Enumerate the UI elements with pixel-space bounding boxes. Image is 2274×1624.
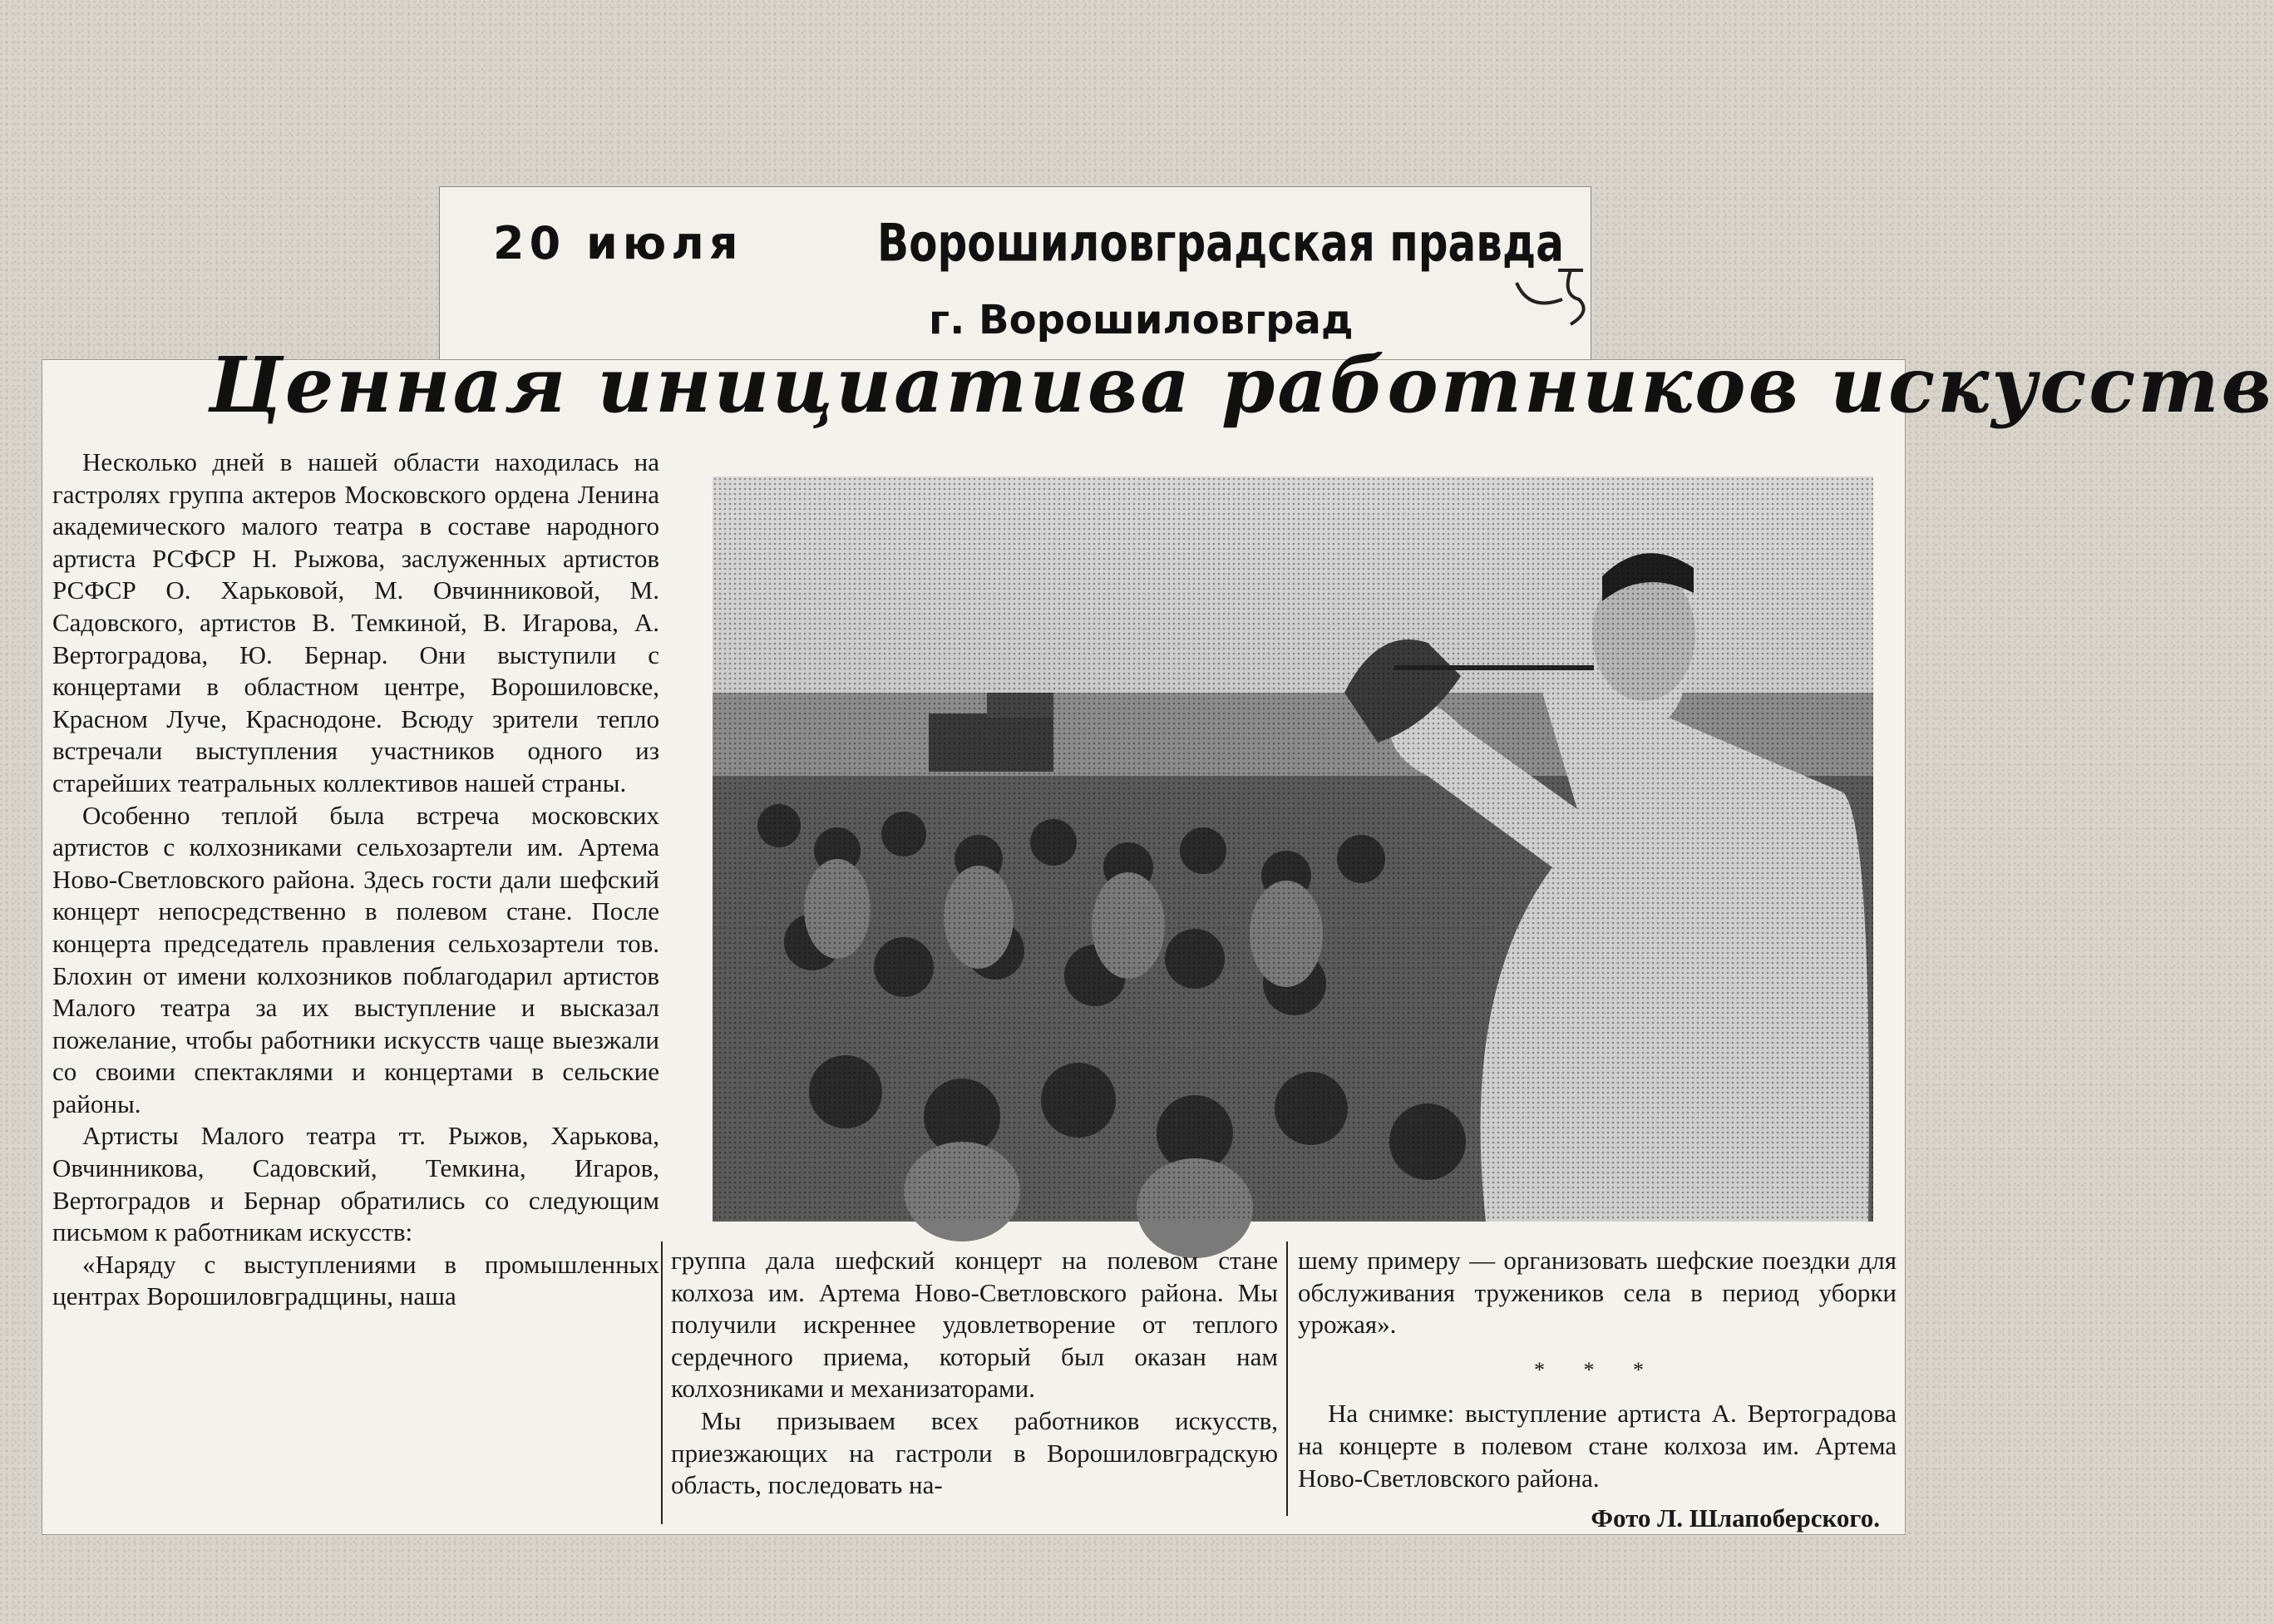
article-headline: Ценная инициатива работников искусств <box>209 340 2274 430</box>
paragraph: шему примеру — организовать шефские поездки для обслуживания тружеников села в период уборки урожая». <box>1298 1246 1897 1340</box>
paragraph: Особенно теплой была встреча московских артистов с колхозниками сельхозартели им. Артема Ново-Светловского района. Здесь гости дали шефский концерт непосредственно в полевом стане. После концерта председатель правления сельхозартели тов. Блохин от имени колхозников поблагодарил артистов Малого театра за их выступление и высказал пожелание, чтобы работники искусств чаще выезжали со своими спектаклями и концертами в сельские районы. <box>52 800 659 1118</box>
photo-credit: Фото Л. Шлапоберского. <box>1591 1503 1880 1533</box>
paragraph: группа дала шефский концерт на полевом стане колхоза им. Артема Ново-Светловского района. Мы получили искреннее удовлетворение от теплого сердечного приема, который был оказан нам колхозниками и механизаторами. <box>671 1246 1278 1404</box>
concert-photo-icon <box>713 476 1873 1222</box>
paragraph: Артисты Малого театра тт. Рыжов, Харькова, Овчинникова, Садовский, Темкина, Игаров, Вертоградов и Бернар обратились со следующим письмом к работникам искусств: <box>52 1121 659 1247</box>
photo-caption <box>1298 1398 1897 1494</box>
middle-column <box>671 1245 1278 1502</box>
section-separator: * * * <box>1534 1357 1660 1382</box>
column-rule <box>1286 1241 1288 1516</box>
paragraph: Мы призываем всех работников искусств, приезжающих на гастроли в Ворошиловградскую область, последовать на- <box>671 1405 1278 1500</box>
stamp-city: г. Ворошиловград <box>929 297 1354 343</box>
right-column <box>1298 1245 1897 1535</box>
caption-text: На снимке: выступление артиста А. Вертоградова на концерте в полевом стане колхоза им. Артема Ново-Светловского района. <box>1298 1399 1897 1493</box>
handwritten-page-mark-icon <box>1512 262 1596 328</box>
news-photo <box>713 476 1873 1222</box>
column-rule <box>661 1241 663 1524</box>
stamp-newspaper-name: Ворошиловградская правда <box>877 212 1565 274</box>
newspaper-clipping <box>42 340 2274 1535</box>
paragraph: Несколько дней в нашей области находилась на гастролях группа актеров Московского ордена Ленина академического малого театра в составе народного артиста РСФСР Н. Рыжова, заслуженных артистов РСФСР О. Харьковой, М. Овчинниковой, М. Садовского, артистов В. Темкиной, В. Игарова, А. Вертоградова, Ю. Бернар. Они выступили с концертами в областном центре, Ворошиловске, Красном Луче, Краснодоне. Всюду зрители тепло встречали выступления участников одного из старейших театральных коллективов нашей страны. <box>52 447 659 797</box>
paragraph: «Наряду с выступлениями в промышленных центрах Ворошиловградщины, наша <box>52 1249 659 1311</box>
stamp-date: 20 июля <box>493 217 743 269</box>
left-column <box>52 447 659 1313</box>
